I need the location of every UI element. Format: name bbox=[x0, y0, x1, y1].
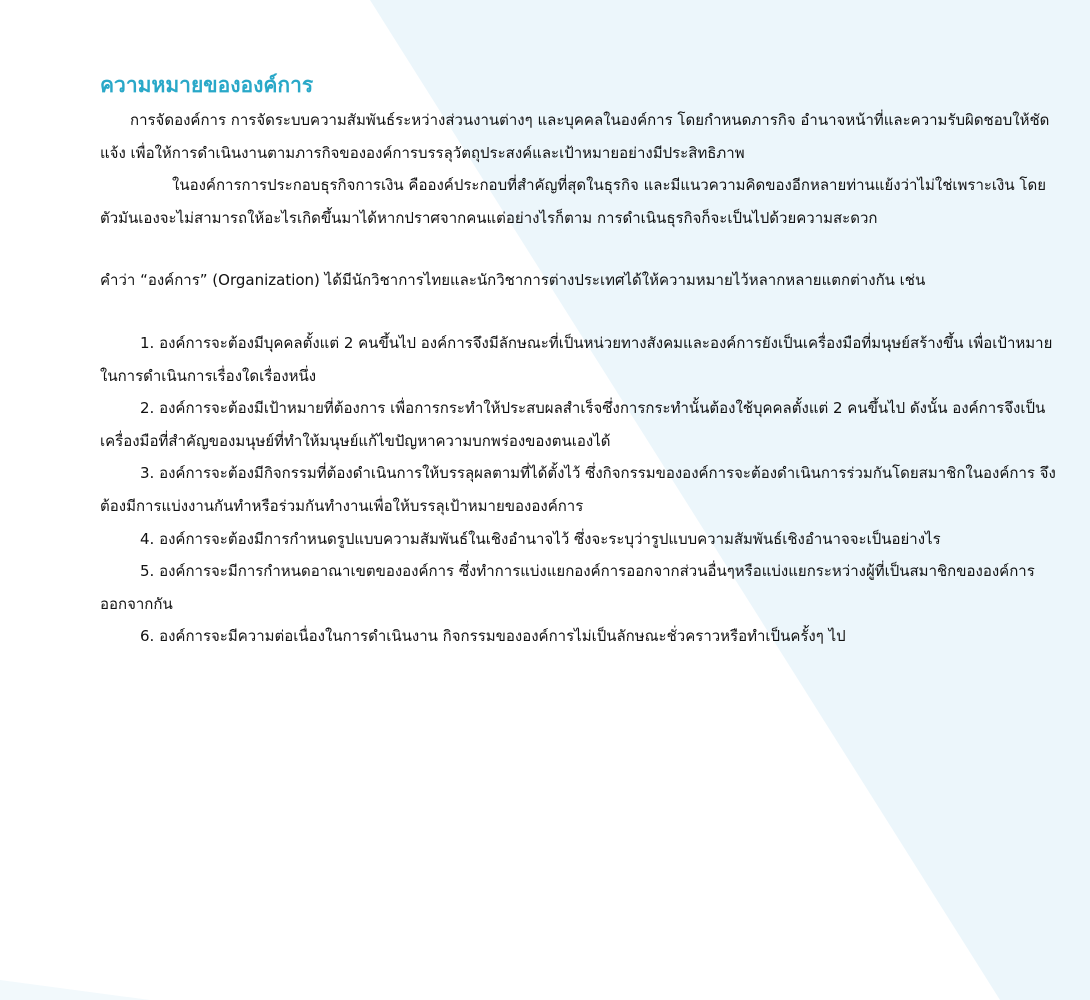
list-item: 2. องค์การจะต้องมีเป้าหมายที่ต้องการ เพื่อการกระทำให้ประสบผลสำเร็จซึ่งการกระทำนั้นต้องใช้บุคคลตั้งแต่ 2 คนขึ้นไป ดังนั้น องค์การจึงเป็นเครื่องมือที่สำคัญของมนุษย์ที่ทำให้มนุษย์แก้ไขปัญหาความบกพร่องของตนเองได้ bbox=[100, 399, 1046, 450]
list-item: 6. องค์การจะมีความต่อเนื่องในการดำเนินงาน กิจกรรมขององค์การไม่เป็นลักษณะชั่วคราวหรือทำเป็นครั้งๆ ไป bbox=[140, 627, 846, 646]
paragraph-finance: ในองค์การการประกอบธุรกิจการเงิน คือองค์ประกอบที่สำคัญที่สุดในธุรกิจ และมีแนวความคิดของอีกหลายท่านแย้งว่าไม่ใช่เพราะเงิน โดยตัวมันเองจะไม่สามารถให้อะไรเกิดขึ้นมาได้หากปราศจากคนแต่อย่างไรก็ตาม การดำเนินธุรกิจก็จะเป็นไปด้วยความสะดวก bbox=[100, 176, 1046, 227]
paragraph-intro: การจัดองค์การ การจัดระบบความสัมพันธ์ระหว่างส่วนงานต่างๆ และบุคคลในองค์การ โดยกำหนดภารกิจ อำนาจหน้าที่และความรับผิดชอบให้ชัดแจ้ง เพื่อให้การดำเนินงานตามภารกิจขององค์การบรรลุวัตถุประสงค์และเป้าหมายอย่างมีประสิทธิภาพ bbox=[100, 111, 1050, 162]
document-body bbox=[100, 70, 1060, 653]
spacer bbox=[100, 297, 1060, 327]
list-item: 4. องค์การจะต้องมีการกำหนดรูปแบบความสัมพันธ์ในเชิงอำนาจไว้ ซึ่งจะระบุว่ารูปแบบความสัมพันธ์เชิงอำนาจจะเป็นอย่างไร bbox=[140, 529, 941, 548]
list-item: 3. องค์การจะต้องมีกิจกรรมที่ต้องดำเนินการให้บรรลุผลตามที่ได้ตั้งไว้ ซึ่งกิจกรรมขององค์การจะต้องดำเนินการร่วมกันโดยสมาชิกในองค์การ จึงต้องมีการแบ่งงานกันทำหรือร่วมกันทำงานเพื่อให้บรรลุเป้าหมายขององค์การ bbox=[100, 464, 1056, 515]
characteristics-list bbox=[100, 327, 1060, 653]
spacer bbox=[100, 234, 1060, 264]
paragraph-definition: คำว่า “องค์การ” (Organization) ได้มีนักวิชาการไทยและนักวิชาการต่างประเทศได้ให้ความหมายไว้หลากหลายแตกต่างกัน เช่น bbox=[100, 271, 926, 290]
list-item: 1. องค์การจะต้องมีบุคคลตั้งแต่ 2 คนขึ้นไป องค์การจึงมีลักษณะที่เป็นหน่วยทางสังคมและองค์การยังเป็นเครื่องมือที่มนุษย์สร้างขึ้น เพื่อเป้าหมายในการดำเนินการเรื่องใดเรื่องหนึ่ง bbox=[100, 333, 1053, 385]
page-title: ความหมายขององค์การ bbox=[100, 73, 314, 97]
list-item: 5. องค์การจะมีการกำหนดอาณาเขตขององค์การ ซึ่งทำการแบ่งแยกองค์การออกจากส่วนอื่นๆหรือแบ่งแยกระหว่างผู้ที่เป็นสมาชิกขององค์การออกจากกัน bbox=[100, 562, 1035, 613]
